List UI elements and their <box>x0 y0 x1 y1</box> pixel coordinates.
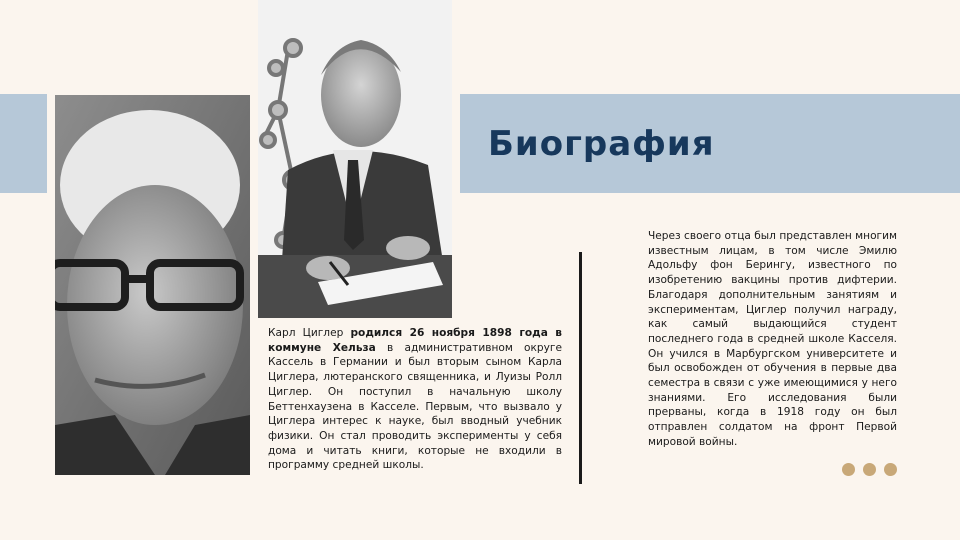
dot-icon <box>884 463 897 476</box>
portrait-photo <box>55 95 250 475</box>
scientist-writing-photo <box>258 0 452 318</box>
decor-band-left <box>0 94 47 193</box>
page-title: Биография <box>488 124 715 164</box>
dot-icon <box>842 463 855 476</box>
biography-text-left <box>268 326 562 473</box>
left-text-intro: Карл Циглер <box>268 327 351 339</box>
dot-icon <box>863 463 876 476</box>
left-text-rest: в административном округе Кассель в Германии и был вторым сыном Карла Циглера, лютеранского священника, и Луизы Ролл Циглер. Он поступил в начальную школу Беттенхаузена в Касселе. Первым, что вызвало у Циглера интерес к науке, был вводный учебник физики. Он стал проводить эксперименты у себя дома и читать книги, которые не входили в программу средней школы. <box>268 341 563 472</box>
left-text-bold: родился 26 ноября 1898 года в коммуне Хельза <box>268 327 562 354</box>
decor-dots <box>842 463 897 476</box>
vertical-divider <box>579 252 582 484</box>
biography-text-right: Через своего отца был представлен многим известным лицам, в том числе Эмилю Адольфу фон Берингу, известного по изобретению вакцины против дифтерии. Благодаря дополнительным занятиям и экспериментам, Циглер получил награду, как самый выдающийся студент последнего года в средней школе Касселя. Он учился в Марбургском университете и был освобожден от обучения в первые два семестра в связи с уже имеющимися у него знаниями. Его исследования были прерваны, когда в 1918 году он был отправлен солдатом на фронт Первой мировой войны. <box>648 230 897 448</box>
